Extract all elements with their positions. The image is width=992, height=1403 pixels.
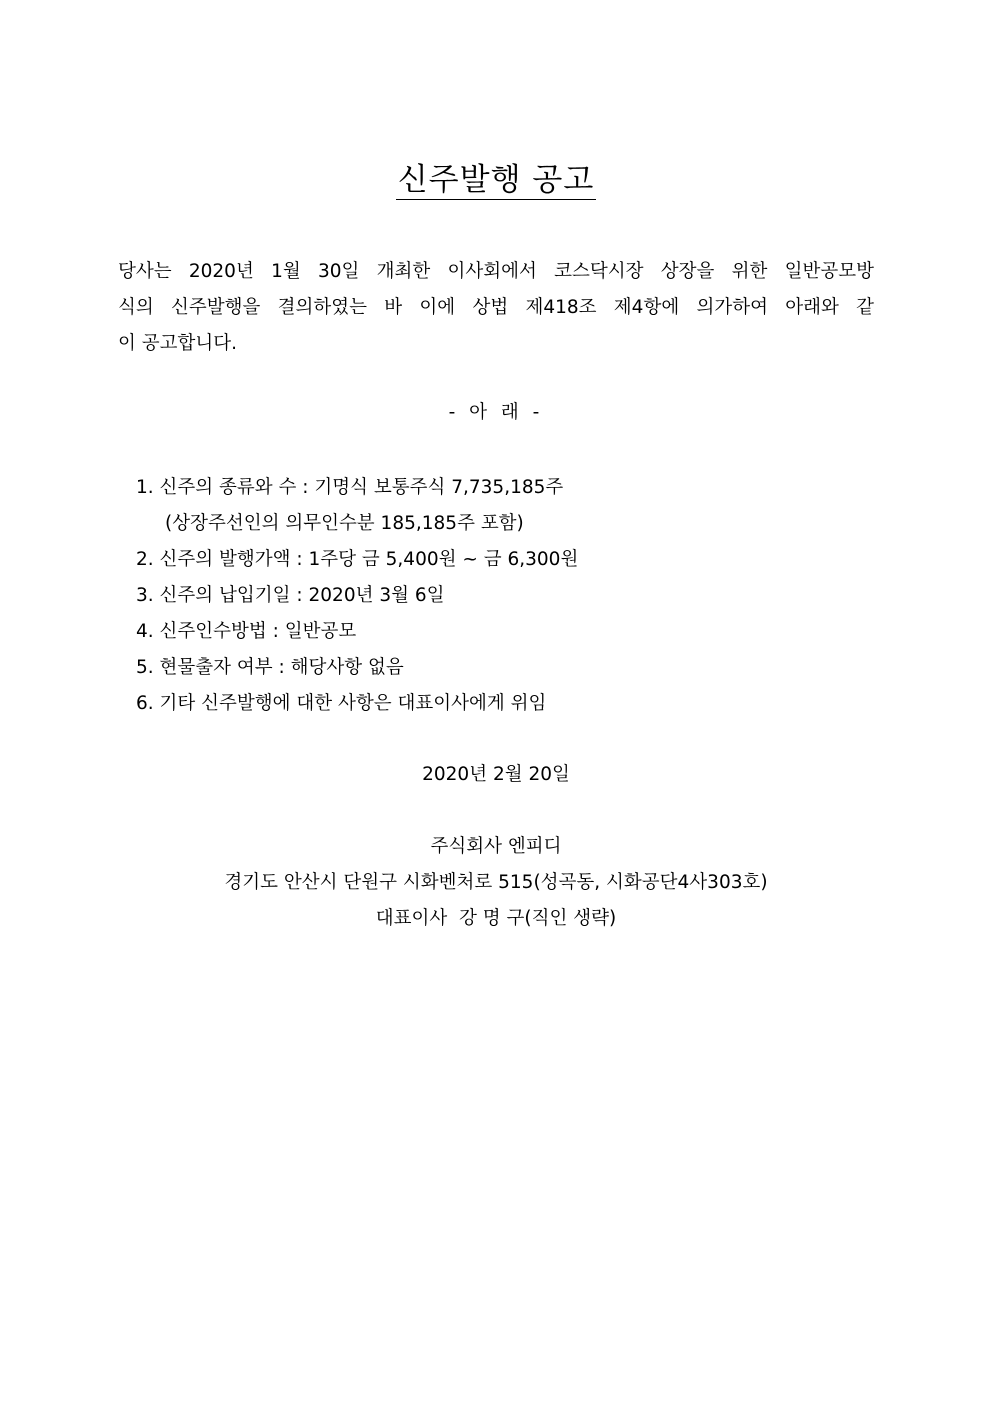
list-item: 3. 신주의 납입기일 : 2020년 3월 6일 <box>136 585 445 606</box>
section-heading: - 아 래 - <box>448 402 544 423</box>
intro-line: 당사는 2020년 1월 30일 개최한 이사회에서 코스닥시장 상장을 위한 일반공모방 <box>118 261 874 282</box>
list-item: 5. 현물출자 여부 : 해당사항 없음 <box>136 657 404 678</box>
list-item: 2. 신주의 발행가액 : 1주당 금 5,400원 ~ 금 6,300원 <box>136 549 579 570</box>
list-item: 1. 신주의 종류와 수 : 기명식 보통주식 7,735,185주 <box>136 477 564 498</box>
company-name: 주식회사 엔피디 <box>430 836 562 857</box>
list-item: 6. 기타 신주발행에 대한 사항은 대표이사에게 위임 <box>136 693 547 714</box>
document-title <box>0 158 992 202</box>
item-list <box>136 470 876 722</box>
intro-line: 식의 신주발행을 결의하였는 바 이에 상법 제418조 제4항에 의가하여 아래와 같 <box>118 297 874 318</box>
company-address: 경기도 안산시 단원구 시화벤처로 515(성곡동, 시화공단4사303호) <box>224 872 768 893</box>
list-item: 4. 신주인수방법 : 일반공모 <box>136 621 357 642</box>
list-item-note: (상장주선인의 의무인수분 185,185주 포함) <box>165 513 524 534</box>
notice-date: 2020년 2월 20일 <box>422 764 570 785</box>
intro-line: 이 공고합니다. <box>118 333 237 354</box>
title-text: 신주발행 공고 <box>397 162 595 198</box>
representative: 대표이사 강 명 구(직인 생략) <box>375 908 617 929</box>
intro-paragraph <box>118 254 874 362</box>
